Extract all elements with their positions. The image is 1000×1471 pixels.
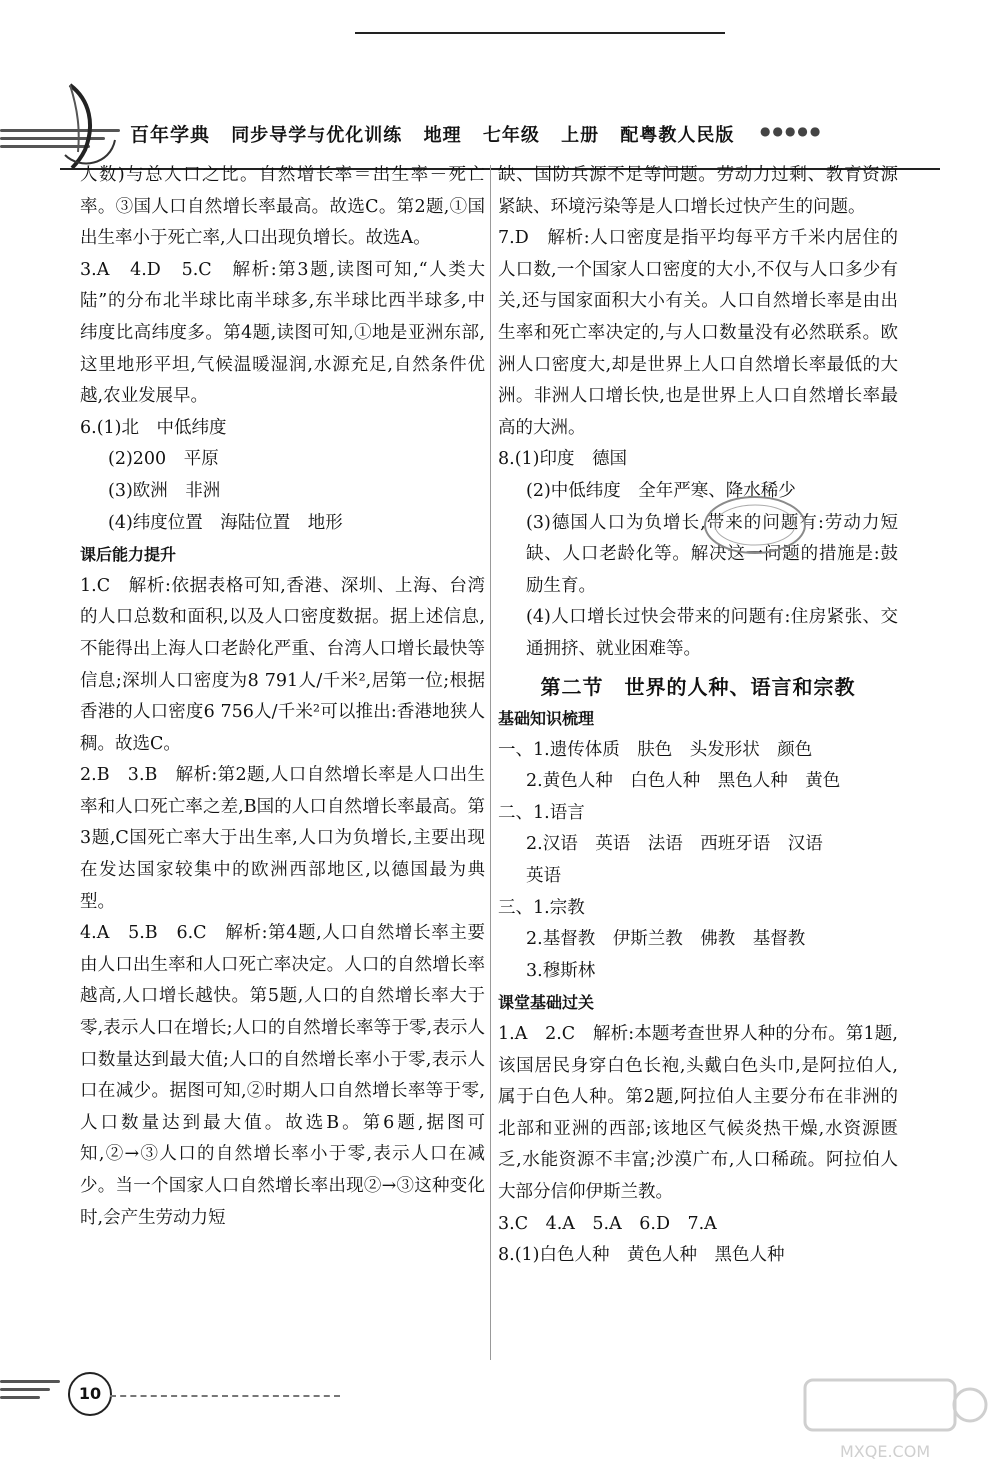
answer-paragraph: 1.C 解析:依据表格可知,香港、深圳、上海、台湾的人口总数和面积,以及人口密度数据。据上述信息,不能得出上海人口老龄化严重、台湾人口增长最快等信息;深圳人口密度为8 791人/千米²,居第一位;根据香港的人口密度6 756人/千米²可以推出:香港地狭人稠。故选C。 (80, 575, 485, 754)
page-header (0, 20, 1000, 160)
page-number: 10 (68, 1372, 112, 1416)
answer-subitem: (3)欧洲 非洲 (108, 480, 221, 501)
answer-subitem: 英语 (526, 866, 561, 887)
header-volume: 上册 (561, 125, 600, 146)
watermark-logo-icon (800, 1375, 990, 1465)
quill-feather-icon (50, 80, 120, 170)
header-brand: 百年学典 (130, 124, 211, 146)
stamp-icon (700, 490, 810, 560)
answer-line: 8.(1)印度 德国 (498, 449, 627, 470)
answer-paragraph: 3.A 4.D 5.C 解析:第3题,读图可知,“人类大陆”的分布北半球比南半球多,东半球比西半球多,中纬度比高纬度多。第4题,读图可知,①地是亚洲东部,这里地形平坦,气候温暖湿润,水源充足,自然条件优越,农业发展早。 (80, 259, 485, 407)
answer-line: 8.(1)白色人种 黄色人种 黑色人种 (498, 1245, 785, 1266)
answer-line: 二、1.语言 (498, 802, 585, 823)
svg-text:MXQE.COM: MXQE.COM (840, 1442, 931, 1461)
column-divider (490, 165, 491, 1360)
answer-line: 3.C 4.A 5.A 6.D 7.A (498, 1213, 717, 1234)
answer-subitem: 2.基督教 伊斯兰教 佛教 基督教 (526, 929, 806, 950)
answer-subitem: (4)纬度位置 海陆位置 地形 (108, 512, 343, 533)
answer-subitem: (2)中低纬度 全年严寒、降水稀少 (526, 480, 796, 501)
top-rule (355, 32, 725, 34)
right-column (498, 160, 898, 1272)
answer-paragraph: 1.A 2.C 解析:本题考查世界人种的分布。第1题,该国居民身穿白色长袍,头戴白色头巾,是阿拉伯人,属于白色人种。第2题,阿拉伯人主要分布在非洲的北部和亚洲的西部;该地区气候炎热干燥,水资源匮乏,水能资源不丰富;沙漠广布,人口稀疏。阿拉伯人大部分信仰伊斯兰教。 (498, 1024, 898, 1202)
answer-line: 三、1.宗教 (498, 897, 585, 918)
answer-subitem: (2)200 平原 (108, 449, 219, 470)
page-footer (0, 1370, 400, 1430)
section-title: 第二节 世界的人种、语言和宗教 (540, 674, 856, 699)
left-column (80, 160, 485, 1234)
header-series: 同步导学与优化训练 (231, 125, 403, 146)
answer-paragraph: 2.B 3.B 解析:第2题,人口自然增长率是人口出生率和人口死亡率之差,B国的人口自然增长率最高。第3题,C国死亡率大于出生率,人口为负增长,主要出现在发达国家较集中的欧洲西部地区,以德国最为典型。 (80, 765, 485, 912)
header-subject: 地理 (423, 125, 462, 146)
section-heading: 课堂基础过关 (498, 993, 595, 1013)
answer-subitem: 3.穆斯林 (526, 960, 596, 981)
section-heading: 课后能力提升 (80, 545, 177, 565)
answer-subitem: (4)人口增长过快会带来的问题有:住房紧张、交通拥挤、就业困难等。 (526, 607, 898, 659)
section-heading: 基础知识梳理 (498, 709, 595, 729)
answer-subitem: (3)德国人口为负增长,带来的问题有:劳动力短缺、人口老龄化等。解决这一问题的措施是:鼓励生育。 (526, 512, 898, 596)
answer-paragraph: 4.A 5.B 6.C 解析:第4题,人口自然增长率主要由人口出生率和人口死亡率决定。人口的自然增长率越高,人口增长越快。第5题,人口的自然增长率大于零,表示人口在增长;人口的自然增长率等于零,表示人口数量达到最大值;人口的自然增长率小于零,表示人口在减少。据图可知,②时期人口自然增长率等于零,人口数量达到最大值。故选B。第6题,据图可知,②→③人口的自然增长率小于零,表示人口在减少。当一个国家人口自然增长率出现②→③这种变化时,会产生劳动力短 (80, 923, 485, 1228)
answer-paragraph: 人数)与总人口之比。自然增长率＝出生率－死亡率。③国人口自然增长率最高。故选C。第2题,①国出生率小于死亡率,人口出现负增长。故选A。 (80, 165, 485, 249)
footer-dash-line (110, 1395, 340, 1397)
answer-subitem: 2.黄色人种 白色人种 黑色人种 黄色 (526, 771, 841, 792)
header-edition: 配粤教人民版 (620, 125, 735, 146)
header-title (130, 120, 748, 147)
answer-line: 一、1.遗传体质 肤色 头发形状 颜色 (498, 739, 813, 760)
header-dots: ●●●●● (760, 124, 823, 138)
answer-paragraph: 缺、国防兵源不足等问题。劳动力过剩、教育资源紧缺、环境污染等是人口增长过快产生的问题。 (498, 165, 898, 217)
answer-subitem: 2.汉语 英语 法语 西班牙语 汉语 (526, 834, 823, 855)
answer-line: 6.(1)北 中低纬度 (80, 417, 227, 438)
header-grade: 七年级 (482, 125, 540, 146)
answer-paragraph: 7.D 解析:人口密度是指平均每平方千米内居住的人口数,一个国家人口密度的大小,不仅与人口多少有关,还与国家面积大小有关。人口自然增长率是由出生率和死亡率决定的,与人口数量没有必然联系。欧洲人口密度大,却是世界上人口自然增长率最低的大洲。非洲人口增长快,也是世界上人口自然增长率最高的大洲。 (498, 228, 898, 438)
